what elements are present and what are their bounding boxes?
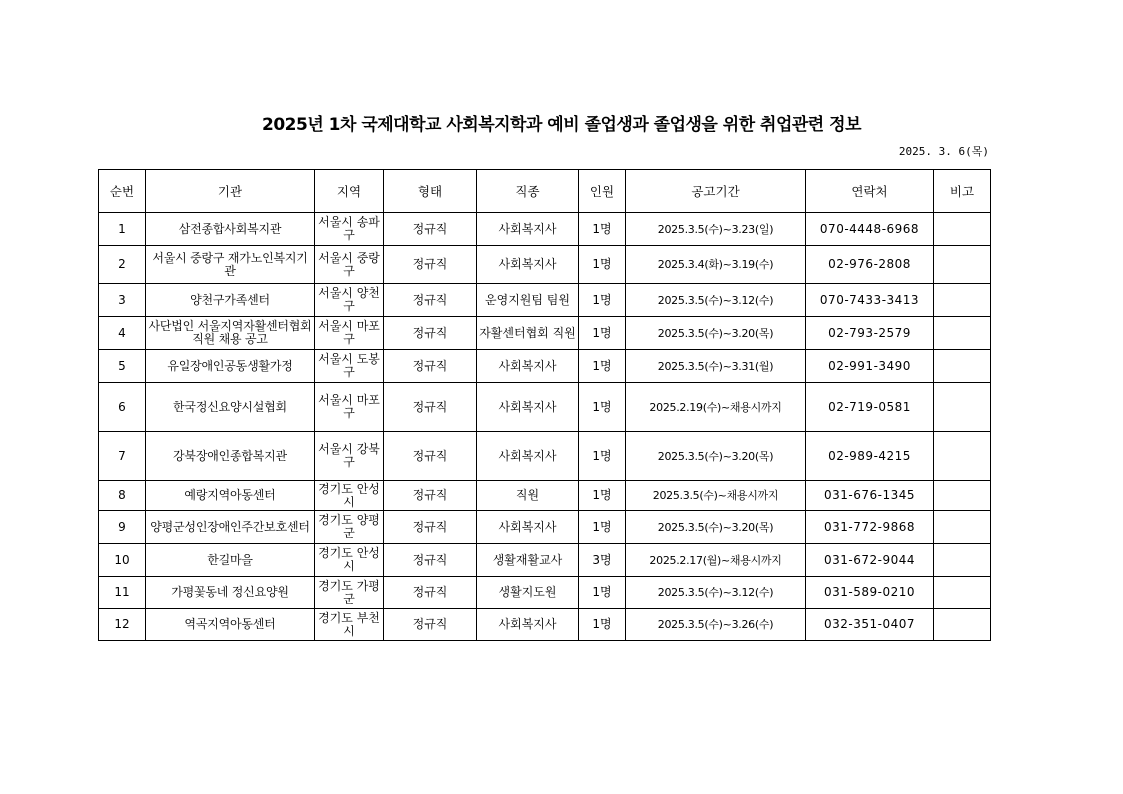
- cell-no: 5: [99, 350, 146, 383]
- cell-no: 10: [99, 544, 146, 577]
- cell-type: 정규직: [384, 577, 477, 609]
- cell-job: 생활재활교사: [477, 544, 579, 577]
- cell-contact: 031-772-9868: [806, 511, 934, 544]
- cell-org: 한국정신요양시설협회: [146, 383, 315, 432]
- document-date: 2025. 3. 6(목): [898, 145, 989, 158]
- cell-period: 2025.3.5(수)~3.23(일): [626, 213, 806, 246]
- cell-job: 사회복지사: [477, 246, 579, 284]
- cell-type: 정규직: [384, 317, 477, 350]
- cell-count: 1명: [579, 350, 626, 383]
- cell-count: 1명: [579, 609, 626, 641]
- header-type: 형태: [384, 170, 477, 213]
- cell-count: 1명: [579, 481, 626, 511]
- table-row: [99, 511, 991, 544]
- cell-note: [934, 544, 991, 577]
- cell-note: [934, 481, 991, 511]
- table-header-row: [99, 170, 991, 213]
- cell-contact: 031-672-9044: [806, 544, 934, 577]
- cell-type: 정규직: [384, 481, 477, 511]
- cell-contact: 02-989-4215: [806, 432, 934, 481]
- cell-job: 사회복지사: [477, 383, 579, 432]
- cell-org: 유일장애인공동생활가정: [146, 350, 315, 383]
- job-listings-table: [98, 169, 991, 641]
- header-org: 기관: [146, 170, 315, 213]
- cell-region: 서울시 중랑구: [315, 246, 384, 284]
- cell-note: [934, 432, 991, 481]
- cell-region: 서울시 송파구: [315, 213, 384, 246]
- cell-job: 사회복지사: [477, 511, 579, 544]
- cell-contact: 031-589-0210: [806, 577, 934, 609]
- cell-period: 2025.3.5(수)~3.12(수): [626, 284, 806, 317]
- header-period: 공고기간: [626, 170, 806, 213]
- cell-contact: 02-719-0581: [806, 383, 934, 432]
- cell-type: 정규직: [384, 350, 477, 383]
- cell-count: 3명: [579, 544, 626, 577]
- table-row: [99, 350, 991, 383]
- cell-period: 2025.3.5(수)~3.20(목): [626, 432, 806, 481]
- table-row: [99, 544, 991, 577]
- cell-org: 양천구가족센터: [146, 284, 315, 317]
- cell-no: 8: [99, 481, 146, 511]
- cell-type: 정규직: [384, 246, 477, 284]
- cell-no: 11: [99, 577, 146, 609]
- cell-contact: 02-976-2808: [806, 246, 934, 284]
- cell-region: 서울시 마포구: [315, 383, 384, 432]
- cell-job: 자활센터협회 직원: [477, 317, 579, 350]
- table-row: [99, 609, 991, 641]
- table-row: [99, 481, 991, 511]
- cell-note: [934, 213, 991, 246]
- cell-count: 1명: [579, 383, 626, 432]
- cell-count: 1명: [579, 284, 626, 317]
- cell-period: 2025.3.5(수)~3.26(수): [626, 609, 806, 641]
- cell-type: 정규직: [384, 284, 477, 317]
- cell-no: 12: [99, 609, 146, 641]
- table-row: [99, 577, 991, 609]
- cell-org: 사단법인 서울지역자활센터협회 직원 채용 공고: [146, 317, 315, 350]
- table-row: [99, 432, 991, 481]
- cell-org: 양평군성인장애인주간보호센터: [146, 511, 315, 544]
- cell-no: 9: [99, 511, 146, 544]
- cell-no: 4: [99, 317, 146, 350]
- cell-contact: 031-676-1345: [806, 481, 934, 511]
- document-title: 2025년 1차 국제대학교 사회복지학과 예비 졸업생과 졸업생을 위한 취업관련 정보: [262, 115, 861, 135]
- header-note: 비고: [934, 170, 991, 213]
- cell-type: 정규직: [384, 511, 477, 544]
- table-row: [99, 246, 991, 284]
- cell-job: 사회복지사: [477, 609, 579, 641]
- cell-count: 1명: [579, 246, 626, 284]
- cell-job: 사회복지사: [477, 213, 579, 246]
- cell-count: 1명: [579, 213, 626, 246]
- cell-note: [934, 284, 991, 317]
- cell-note: [934, 511, 991, 544]
- cell-region: 경기도 양평군: [315, 511, 384, 544]
- cell-note: [934, 577, 991, 609]
- cell-no: 6: [99, 383, 146, 432]
- cell-no: 2: [99, 246, 146, 284]
- header-region: 지역: [315, 170, 384, 213]
- cell-count: 1명: [579, 577, 626, 609]
- header-no: 순번: [99, 170, 146, 213]
- cell-count: 1명: [579, 317, 626, 350]
- table-row: [99, 284, 991, 317]
- cell-no: 3: [99, 284, 146, 317]
- cell-period: 2025.3.5(수)~3.20(목): [626, 511, 806, 544]
- header-contact: 연락처: [806, 170, 934, 213]
- cell-org: 한길마을: [146, 544, 315, 577]
- cell-type: 정규직: [384, 609, 477, 641]
- cell-period: 2025.3.4(화)~3.19(수): [626, 246, 806, 284]
- cell-region: 경기도 안성시: [315, 544, 384, 577]
- cell-org: 강북장애인종합복지관: [146, 432, 315, 481]
- cell-region: 서울시 양천구: [315, 284, 384, 317]
- cell-period: 2025.3.5(수)~3.31(월): [626, 350, 806, 383]
- cell-note: [934, 317, 991, 350]
- cell-type: 정규직: [384, 213, 477, 246]
- cell-region: 경기도 부천시: [315, 609, 384, 641]
- cell-org: 삼전종합사회복지관: [146, 213, 315, 246]
- cell-job: 사회복지사: [477, 350, 579, 383]
- cell-region: 서울시 강북구: [315, 432, 384, 481]
- cell-job: 사회복지사: [477, 432, 579, 481]
- cell-org: 가평꽃동네 정신요양원: [146, 577, 315, 609]
- cell-type: 정규직: [384, 544, 477, 577]
- cell-period: 2025.2.19(수)~채용시까지: [626, 383, 806, 432]
- header-job: 직종: [477, 170, 579, 213]
- cell-period: 2025.3.5(수)~채용시까지: [626, 481, 806, 511]
- cell-contact: 032-351-0407: [806, 609, 934, 641]
- cell-count: 1명: [579, 511, 626, 544]
- cell-period: 2025.2.17(월)~채용시까지: [626, 544, 806, 577]
- cell-contact: 02-793-2579: [806, 317, 934, 350]
- cell-contact: 02-991-3490: [806, 350, 934, 383]
- cell-period: 2025.3.5(수)~3.20(목): [626, 317, 806, 350]
- cell-no: 7: [99, 432, 146, 481]
- cell-type: 정규직: [384, 383, 477, 432]
- cell-job: 직원: [477, 481, 579, 511]
- cell-count: 1명: [579, 432, 626, 481]
- table-row: [99, 213, 991, 246]
- cell-note: [934, 246, 991, 284]
- cell-job: 생활지도원: [477, 577, 579, 609]
- cell-period: 2025.3.5(수)~3.12(수): [626, 577, 806, 609]
- header-count: 인원: [579, 170, 626, 213]
- cell-org: 서울시 중랑구 재가노인복지기관: [146, 246, 315, 284]
- cell-contact: 070-4448-6968: [806, 213, 934, 246]
- cell-job: 운영지원팀 팀원: [477, 284, 579, 317]
- cell-region: 서울시 도봉구: [315, 350, 384, 383]
- cell-type: 정규직: [384, 432, 477, 481]
- cell-region: 경기도 가평군: [315, 577, 384, 609]
- table-row: [99, 383, 991, 432]
- table-row: [99, 317, 991, 350]
- cell-org: 예랑지역아동센터: [146, 481, 315, 511]
- cell-note: [934, 383, 991, 432]
- cell-region: 서울시 마포구: [315, 317, 384, 350]
- cell-no: 1: [99, 213, 146, 246]
- cell-note: [934, 350, 991, 383]
- cell-contact: 070-7433-3413: [806, 284, 934, 317]
- cell-region: 경기도 안성시: [315, 481, 384, 511]
- cell-org: 역곡지역아동센터: [146, 609, 315, 641]
- cell-note: [934, 609, 991, 641]
